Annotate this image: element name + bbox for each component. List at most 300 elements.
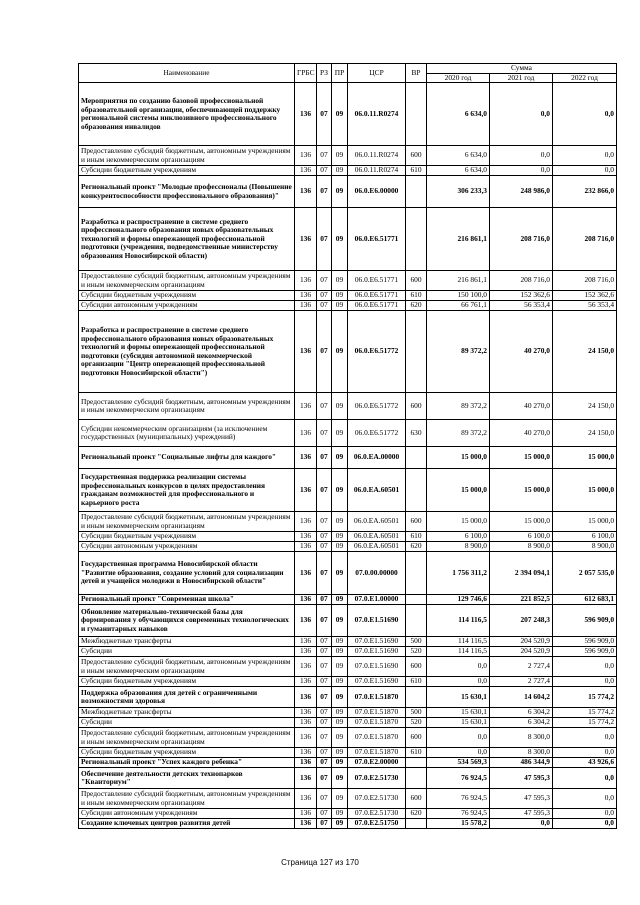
cell-rz: 07 [317,146,332,166]
cell-2022: 0,0 [553,809,617,819]
cell-vr [406,605,427,637]
cell-2022: 8 900,0 [553,542,617,552]
cell-2020: 15 000,0 [427,447,490,469]
table-row [79,789,617,809]
cell-pr: 09 [332,605,348,637]
cell-name: Субсидии некоммерческим организациям (за исключением государственных (муниципальных) учреждений) [79,420,295,447]
cell-csr: 07.0.E2.51730 [348,768,406,789]
cell-pr: 09 [332,768,348,789]
cell-2022: 0,0 [553,83,617,146]
cell-2021: 15 000,0 [490,512,553,532]
cell-grbs: 136 [295,532,317,542]
cell-rz: 07 [317,532,332,542]
table-row [79,447,617,469]
cell-2022: 24 150,0 [553,420,617,447]
cell-name: Субсидии бюджетным учреждениям [79,677,295,687]
cell-name: Создание ключевых центров развития детей [79,819,295,829]
cell-2020: 0,0 [427,677,490,687]
cell-rz: 07 [317,208,332,271]
cell-vr [406,311,427,393]
cell-rz: 07 [317,469,332,512]
cell-rz: 07 [317,83,332,146]
cell-2022: 15 774,2 [553,718,617,728]
table-row [79,748,617,758]
cell-name: Предоставление субсидий бюджетным, автономным учреждениям и иным некоммерческим организациям [79,789,295,809]
cell-2020: 89 372,2 [427,311,490,393]
header-year-2021: 2021 год [490,73,553,83]
cell-name: Межбюджетные трансферты [79,708,295,718]
cell-rz: 07 [317,166,332,176]
cell-2022: 15 000,0 [553,512,617,532]
table-row [79,758,617,768]
cell-2021: 152 362,6 [490,291,553,301]
cell-2020: 6 100,0 [427,532,490,542]
cell-2022: 0,0 [553,728,617,748]
cell-vr: 610 [406,166,427,176]
table-row [79,176,617,208]
cell-rz: 07 [317,271,332,291]
cell-rz: 07 [317,311,332,393]
cell-vr [406,687,427,708]
cell-vr: 600 [406,728,427,748]
cell-pr: 09 [332,708,348,718]
cell-rz: 07 [317,637,332,647]
cell-2021: 0,0 [490,819,553,829]
cell-2020: 0,0 [427,748,490,758]
cell-name: Субсидии бюджетным учреждениям [79,748,295,758]
cell-name: Предоставление субсидий бюджетным, автономным учреждениям и иным некоммерческим организациям [79,271,295,291]
cell-2020: 15 630,1 [427,708,490,718]
table-row [79,718,617,728]
cell-rz: 07 [317,657,332,677]
cell-2021: 8 300,0 [490,728,553,748]
cell-2020: 76 924,5 [427,809,490,819]
cell-2022: 0,0 [553,819,617,829]
cell-2022: 15 000,0 [553,469,617,512]
cell-pr: 09 [332,657,348,677]
cell-pr: 09 [332,819,348,829]
cell-vr: 600 [406,393,427,420]
cell-2022: 6 100,0 [553,532,617,542]
cell-2022: 596 909,0 [553,647,617,657]
cell-grbs: 136 [295,208,317,271]
cell-vr [406,176,427,208]
table-row [79,469,617,512]
cell-2022: 0,0 [553,146,617,166]
cell-rz: 07 [317,758,332,768]
cell-grbs: 136 [295,789,317,809]
cell-2022: 24 150,0 [553,393,617,420]
table-row [79,768,617,789]
cell-csr: 07.0.E1.51690 [348,647,406,657]
cell-name: Предоставление субсидий бюджетным, автономным учреждениям и иным некоммерческим организациям [79,657,295,677]
cell-vr: 600 [406,789,427,809]
cell-2020: 15 000,0 [427,469,490,512]
cell-2021: 8 900,0 [490,542,553,552]
cell-csr: 07.0.00.00000 [348,552,406,595]
cell-2022: 152 362,6 [553,291,617,301]
cell-2021: 207 248,3 [490,605,553,637]
cell-2021: 0,0 [490,166,553,176]
table-row [79,420,617,447]
cell-2021: 0,0 [490,146,553,166]
cell-2021: 40 270,0 [490,420,553,447]
table-row [79,687,617,708]
cell-csr: 06.0.E6.51771 [348,291,406,301]
cell-grbs: 136 [295,393,317,420]
cell-name: Разработка и распространение в системе среднего профессионального образования новых образовательных технологий и формы опережающей профессиональной подготовки (субсидия автономной некоммерческой организации "Центр опережающей профессиональной подготовки Новосибирской области") [79,311,295,393]
cell-vr: 500 [406,637,427,647]
cell-rz: 07 [317,552,332,595]
cell-pr: 09 [332,291,348,301]
header-year-2020: 2020 год [427,73,490,83]
cell-name: Предоставление субсидий бюджетным, автономным учреждениям и иным некоммерческим организациям [79,393,295,420]
cell-name: Обновление материально-технической базы для формирования у обучающихся современных технологических и гуманитарных навыков [79,605,295,637]
cell-grbs: 136 [295,819,317,829]
cell-rz: 07 [317,677,332,687]
cell-vr [406,552,427,595]
table-row [79,271,617,291]
cell-csr: 07.0.E1.00000 [348,595,406,605]
cell-rz: 07 [317,301,332,311]
table-row [79,83,617,146]
cell-grbs: 136 [295,677,317,687]
cell-name: Региональный проект "Успех каждого ребенка" [79,758,295,768]
table-row [79,595,617,605]
cell-2022: 0,0 [553,657,617,677]
cell-csr: 06.0.E6.51771 [348,208,406,271]
cell-2020: 8 900,0 [427,542,490,552]
cell-grbs: 136 [295,605,317,637]
cell-name: Субсидии автономным учреждениям [79,809,295,819]
cell-csr: 06.0.EA.60501 [348,542,406,552]
cell-2020: 15 000,0 [427,512,490,532]
header-grbs: ГРБС [295,64,317,83]
cell-rz: 07 [317,768,332,789]
table-row [79,146,617,166]
header-sum: Сумма [427,64,617,74]
cell-rz: 07 [317,595,332,605]
cell-rz: 07 [317,542,332,552]
cell-2020: 1 756 311,2 [427,552,490,595]
cell-pr: 09 [332,637,348,647]
cell-csr: 07.0.E2.51730 [348,789,406,809]
cell-2021: 486 344,9 [490,758,553,768]
cell-grbs: 136 [295,687,317,708]
cell-rz: 07 [317,512,332,532]
cell-vr: 500 [406,708,427,718]
table-row [79,301,617,311]
cell-grbs: 136 [295,809,317,819]
cell-2020: 15 630,1 [427,687,490,708]
cell-pr: 09 [332,176,348,208]
cell-rz: 07 [317,605,332,637]
cell-2021: 204 520,9 [490,647,553,657]
cell-name: Субсидии бюджетным учреждениям [79,166,295,176]
cell-csr: 06.0.11.R0274 [348,166,406,176]
cell-2021: 15 000,0 [490,447,553,469]
cell-name: Государственная поддержка реализации системы профессиональных конкурсов в целях предоставления гражданам возможностей для профессионального и карьерного роста [79,469,295,512]
cell-2020: 306 233,3 [427,176,490,208]
cell-2022: 208 716,0 [553,208,617,271]
cell-2020: 15 578,2 [427,819,490,829]
cell-vr [406,758,427,768]
cell-2020: 0,0 [427,728,490,748]
cell-csr: 07.0.E1.51870 [348,748,406,758]
cell-grbs: 136 [295,708,317,718]
cell-name: Субсидии [79,647,295,657]
cell-vr: 620 [406,809,427,819]
cell-pr: 09 [332,469,348,512]
cell-pr: 09 [332,718,348,728]
cell-2021: 40 270,0 [490,393,553,420]
cell-2021: 14 604,2 [490,687,553,708]
table-row [79,647,617,657]
cell-vr: 610 [406,291,427,301]
cell-rz: 07 [317,687,332,708]
table-row [79,512,617,532]
cell-rz: 07 [317,176,332,208]
header-rz: РЗ [317,64,332,83]
table-body [79,83,617,829]
cell-2021: 56 353,4 [490,301,553,311]
cell-grbs: 136 [295,748,317,758]
cell-2021: 2 727,4 [490,657,553,677]
cell-2022: 612 683,1 [553,595,617,605]
cell-2021: 208 716,0 [490,271,553,291]
cell-vr: 600 [406,657,427,677]
cell-name: Предоставление субсидий бюджетным, автономным учреждениям и иным некоммерческим организациям [79,512,295,532]
cell-csr: 07.0.E1.51690 [348,677,406,687]
cell-2022: 0,0 [553,789,617,809]
cell-pr: 09 [332,208,348,271]
cell-csr: 07.0.E1.51690 [348,637,406,647]
cell-2022: 2 057 535,0 [553,552,617,595]
cell-2022: 0,0 [553,677,617,687]
cell-name: Предоставление субсидий бюджетным, автономным учреждениям и иным некоммерческим организациям [79,728,295,748]
cell-vr: 600 [406,512,427,532]
cell-2020: 216 861,1 [427,208,490,271]
cell-2021: 2 727,4 [490,677,553,687]
cell-grbs: 136 [295,758,317,768]
cell-2022: 15 774,2 [553,687,617,708]
cell-rz: 07 [317,728,332,748]
cell-grbs: 136 [295,657,317,677]
table-row [79,819,617,829]
cell-2022: 15 000,0 [553,447,617,469]
cell-name: Субсидии бюджетным учреждениям [79,532,295,542]
cell-pr: 09 [332,789,348,809]
cell-name: Субсидии бюджетным учреждениям [79,291,295,301]
cell-2022: 232 866,0 [553,176,617,208]
cell-rz: 07 [317,789,332,809]
cell-2021: 0,0 [490,83,553,146]
table-row [79,677,617,687]
cell-name: Региональный проект "Современная школа" [79,595,295,605]
cell-pr: 09 [332,311,348,393]
table-row [79,657,617,677]
cell-pr: 09 [332,512,348,532]
cell-grbs: 136 [295,469,317,512]
cell-pr: 09 [332,301,348,311]
cell-2020: 129 746,6 [427,595,490,605]
cell-2020: 89 372,2 [427,393,490,420]
cell-2020: 15 630,1 [427,718,490,728]
cell-grbs: 136 [295,301,317,311]
cell-vr: 600 [406,271,427,291]
cell-csr: 07.0.E1.51870 [348,728,406,748]
cell-csr: 06.0.EA.00000 [348,447,406,469]
cell-grbs: 136 [295,420,317,447]
cell-name: Разработка и распространение в системе среднего профессионального образования новых образовательных технологий и формы опережающей профессиональной подготовки (учреждения, подведомственные министерству образования Новосибирской области) [79,208,295,271]
cell-csr: 06.0.E6.51771 [348,271,406,291]
cell-2021: 40 270,0 [490,311,553,393]
cell-csr: 06.0.EA.60501 [348,469,406,512]
cell-name: Межбюджетные трансферты [79,637,295,647]
table-row [79,311,617,393]
cell-pr: 09 [332,447,348,469]
cell-2020: 6 634,0 [427,146,490,166]
cell-csr: 06.0.EA.60501 [348,512,406,532]
table-row [79,393,617,420]
cell-vr: 620 [406,542,427,552]
cell-grbs: 136 [295,291,317,301]
cell-pr: 09 [332,809,348,819]
cell-name: Субсидии автономным учреждениям [79,542,295,552]
cell-csr: 06.0.E6.51772 [348,420,406,447]
cell-pr: 09 [332,687,348,708]
cell-2021: 47 595,3 [490,768,553,789]
table-row [79,605,617,637]
cell-vr: 610 [406,748,427,758]
table-row [79,208,617,271]
cell-2021: 47 595,3 [490,809,553,819]
cell-grbs: 136 [295,552,317,595]
cell-vr [406,208,427,271]
cell-pr: 09 [332,647,348,657]
cell-vr [406,83,427,146]
cell-grbs: 136 [295,718,317,728]
table-row [79,532,617,542]
cell-vr [406,595,427,605]
header-year-2022: 2022 год [553,73,617,83]
cell-grbs: 136 [295,166,317,176]
cell-rz: 07 [317,291,332,301]
cell-pr: 09 [332,677,348,687]
cell-name: Региональный проект "Социальные лифты для каждого" [79,447,295,469]
cell-grbs: 136 [295,271,317,291]
cell-name: Поддержка образования для детей с ограниченными возможностями здоровья [79,687,295,708]
cell-name: Региональный проект "Молодые профессионалы (Повышение конкурентоспособности профессионального образования)" [79,176,295,208]
cell-pr: 09 [332,420,348,447]
cell-2021: 8 300,0 [490,748,553,758]
cell-name: Мероприятия по созданию базовой профессиональной образовательной организации, обеспечивающей поддержку региональной системы инклюзивного профессионального образования инвалидов [79,83,295,146]
cell-rz: 07 [317,447,332,469]
cell-2022: 0,0 [553,768,617,789]
cell-rz: 07 [317,708,332,718]
cell-csr: 06.0.E6.51772 [348,311,406,393]
cell-name: Субсидии автономным учреждениям [79,301,295,311]
cell-pr: 09 [332,532,348,542]
cell-vr: 600 [406,146,427,166]
cell-csr: 06.0.E6.00000 [348,176,406,208]
cell-2021: 2 394 094,1 [490,552,553,595]
cell-grbs: 136 [295,83,317,146]
table-row [79,291,617,301]
header-pr: ПР [332,64,348,83]
cell-2021: 204 520,9 [490,637,553,647]
cell-pr: 09 [332,748,348,758]
table-row [79,728,617,748]
cell-2020: 114 116,5 [427,647,490,657]
cell-csr: 07.0.E1.51690 [348,605,406,637]
cell-2021: 248 986,0 [490,176,553,208]
cell-grbs: 136 [295,647,317,657]
cell-csr: 06.0.E6.51771 [348,301,406,311]
cell-2021: 6 304,2 [490,708,553,718]
cell-csr: 07.0.E1.51870 [348,687,406,708]
cell-rz: 07 [317,393,332,420]
cell-name: Субсидии [79,718,295,728]
cell-pr: 09 [332,728,348,748]
cell-vr [406,768,427,789]
cell-pr: 09 [332,393,348,420]
cell-grbs: 136 [295,512,317,532]
cell-grbs: 136 [295,311,317,393]
cell-pr: 09 [332,758,348,768]
cell-pr: 09 [332,542,348,552]
cell-grbs: 136 [295,176,317,208]
cell-2021: 6 100,0 [490,532,553,542]
cell-2022: 596 909,0 [553,637,617,647]
cell-grbs: 136 [295,542,317,552]
cell-grbs: 136 [295,595,317,605]
table-row [79,552,617,595]
cell-grbs: 136 [295,768,317,789]
cell-grbs: 136 [295,637,317,647]
cell-csr: 07.0.E2.00000 [348,758,406,768]
table-row [79,166,617,176]
cell-2021: 47 595,3 [490,789,553,809]
cell-csr: 06.0.11.R0274 [348,146,406,166]
cell-2022: 0,0 [553,166,617,176]
cell-2021: 15 000,0 [490,469,553,512]
cell-vr: 620 [406,301,427,311]
cell-csr: 07.0.E1.51870 [348,718,406,728]
cell-vr: 610 [406,532,427,542]
cell-csr: 07.0.E2.51730 [348,809,406,819]
table-row [79,708,617,718]
cell-vr: 610 [406,677,427,687]
cell-2021: 208 716,0 [490,208,553,271]
cell-vr [406,447,427,469]
cell-grbs: 136 [295,146,317,166]
cell-rz: 07 [317,718,332,728]
cell-vr [406,469,427,512]
page-number: Страница 127 из 170 [281,858,359,867]
cell-vr [406,819,427,829]
table-row [79,542,617,552]
cell-csr: 06.0.11.R0274 [348,83,406,146]
cell-2022: 208 716,0 [553,271,617,291]
cell-rz: 07 [317,819,332,829]
cell-2020: 114 116,5 [427,605,490,637]
cell-2022: 43 926,6 [553,758,617,768]
cell-name: Государственная программа Новосибирской области "Развитие образования, создание условий для социализации детей и учащейся молодежи в Новосибирской области" [79,552,295,595]
cell-2022: 596 909,0 [553,605,617,637]
cell-2022: 0,0 [553,748,617,758]
header-csr: ЦСР [348,64,406,83]
